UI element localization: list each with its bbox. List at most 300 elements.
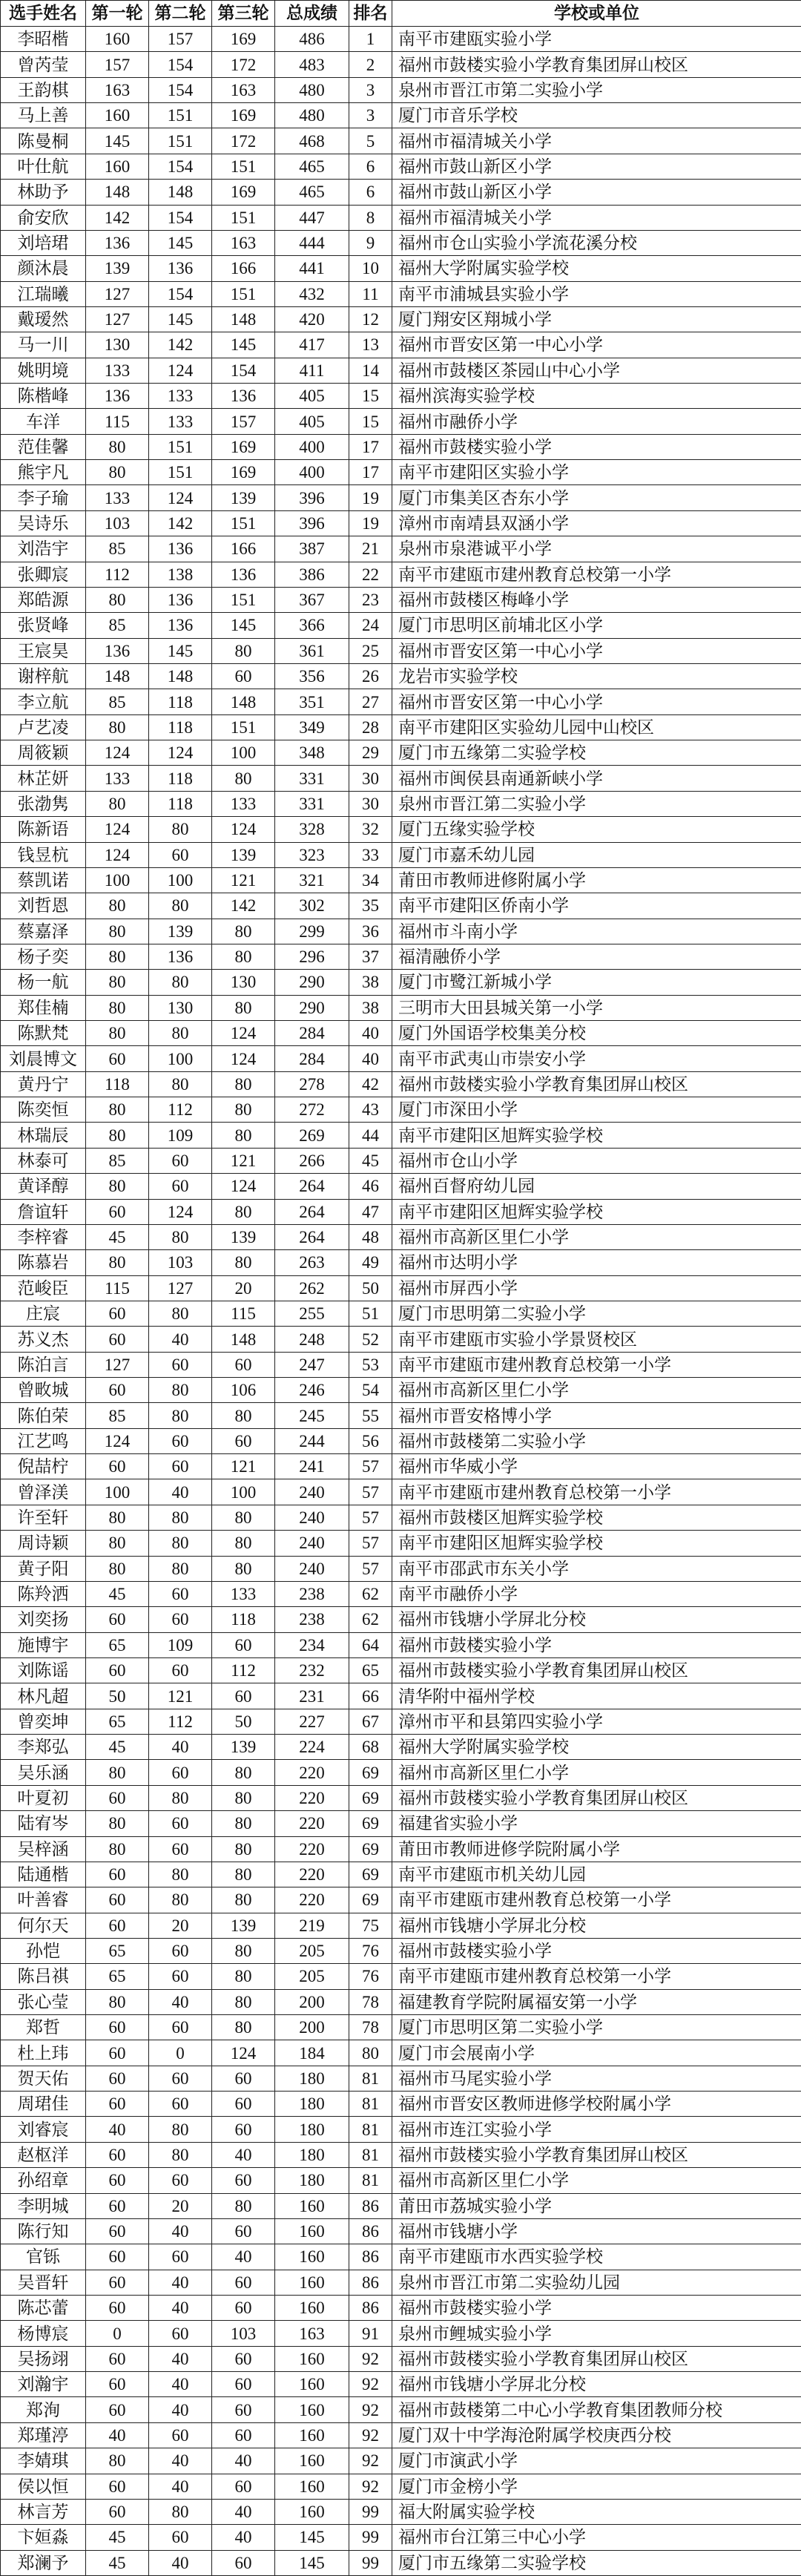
cell-round3: 136 [212,562,275,587]
cell-round1: 80 [86,1811,149,1836]
cell-round1: 0 [86,2321,149,2346]
table-row [1,2295,801,2320]
cell-round2: 60 [149,2525,212,2550]
cell-rank: 53 [349,1352,392,1377]
cell-round2: 60 [149,2092,212,2117]
table-row [1,460,801,485]
cell-school: 福州市鼓楼实验小学 [392,2295,801,2320]
cell-school: 厦门外国语学校集美分校 [392,1021,801,1046]
cell-school: 泉州市晋江市第二实验小学 [392,77,801,102]
cell-round3: 169 [212,460,275,485]
cell-name: 马一川 [1,332,86,358]
table-row [1,2270,801,2295]
table-row [1,205,801,230]
cell-rank: 62 [349,1607,392,1632]
cell-name: 刘浩宇 [1,536,86,562]
cell-school: 福州市鼓山新区小学 [392,154,801,179]
cell-school: 厦门市深田小学 [392,1097,801,1123]
cell-name: 刘哲恩 [1,893,86,919]
cell-name: 施博宇 [1,1632,86,1657]
table-row [1,1327,801,1352]
cell-round1: 124 [86,740,149,766]
cell-total: 480 [275,77,349,102]
cell-round3: 118 [212,1607,275,1632]
cell-round1: 60 [86,1785,149,1810]
cell-round1: 60 [86,2040,149,2066]
cell-name: 吴乐涵 [1,1760,86,1785]
cell-round2: 80 [149,2117,212,2142]
cell-school: 福大附属实验学校 [392,2499,801,2524]
cell-round3: 80 [212,1862,275,1887]
table-row [1,1301,801,1326]
cell-rank: 19 [349,485,392,510]
table-row [1,2142,801,2167]
cell-rank: 69 [349,1836,392,1862]
cell-school: 泉州市泉港诚平小学 [392,536,801,562]
cell-round1: 80 [86,919,149,944]
cell-round1: 60 [86,1607,149,1632]
table-row [1,1964,801,1989]
cell-total: 220 [275,1836,349,1862]
cell-round3: 60 [212,2218,275,2244]
cell-total: 246 [275,1378,349,1403]
table-row [1,306,801,332]
cell-total: 351 [275,689,349,714]
cell-school: 南平市建阳区旭辉实验学校 [392,1531,801,1556]
cell-name: 刘陈谣 [1,1658,86,1683]
cell-round3: 157 [212,409,275,434]
cell-rank: 86 [349,2244,392,2270]
cell-school: 南平市建阳区侨南小学 [392,893,801,919]
cell-name: 谢梓航 [1,663,86,689]
cell-round2: 154 [149,154,212,179]
cell-round2: 20 [149,2193,212,2218]
cell-name: 陈默梵 [1,1021,86,1046]
cell-round1: 163 [86,77,149,102]
table-row [1,103,801,128]
header-round2: 第二轮 [149,1,212,27]
cell-school: 福建教育学院附属福安第一小学 [392,1989,801,2014]
cell-round3: 40 [212,2142,275,2167]
cell-round3: 148 [212,689,275,714]
cell-total: 348 [275,740,349,766]
cell-name: 曾奕坤 [1,1709,86,1734]
cell-round3: 121 [212,1454,275,1479]
cell-rank: 92 [349,2448,392,2474]
cell-name: 黄丹宁 [1,1071,86,1097]
cell-rank: 17 [349,434,392,459]
cell-round1: 157 [86,52,149,77]
cell-round2: 138 [149,562,212,587]
cell-rank: 23 [349,587,392,612]
cell-school: 龙岩市实验学校 [392,663,801,689]
cell-round3: 80 [212,1785,275,1810]
cell-total: 387 [275,536,349,562]
cell-rank: 38 [349,995,392,1020]
cell-round2: 80 [149,2499,212,2524]
cell-name: 江瑞曦 [1,281,86,306]
cell-total: 400 [275,434,349,459]
cell-round2: 60 [149,1760,212,1785]
cell-round2: 40 [149,2474,212,2499]
cell-school: 清华附中福州学校 [392,1683,801,1709]
cell-round2: 127 [149,1275,212,1301]
cell-rank: 68 [349,1735,392,1760]
cell-total: 184 [275,2040,349,2066]
cell-name: 曾芮莹 [1,52,86,77]
cell-school: 厦门市集美区杏东小学 [392,485,801,510]
table-row [1,2066,801,2091]
cell-round2: 60 [149,2321,212,2346]
cell-total: 240 [275,1479,349,1505]
cell-round1: 60 [86,2270,149,2295]
cell-name: 吴诗乐 [1,510,86,536]
cell-school: 福州市高新区里仁小学 [392,1224,801,1249]
cell-total: 160 [275,2346,349,2371]
cell-round1: 60 [86,1862,149,1887]
cell-total: 269 [275,1123,349,1148]
cell-school: 南平市邵武市东关小学 [392,1556,801,1581]
cell-rank: 69 [349,1887,392,1913]
cell-round1: 80 [86,434,149,459]
cell-school: 福州市仓山小学 [392,1148,801,1173]
cell-name: 陈新语 [1,817,86,842]
cell-total: 160 [275,2372,349,2397]
cell-round1: 124 [86,842,149,867]
cell-rank: 51 [349,1301,392,1326]
table-row [1,2397,801,2422]
cell-name: 车洋 [1,409,86,434]
cell-round1: 85 [86,689,149,714]
cell-school: 福州市鼓楼实验小学教育集团屏山校区 [392,52,801,77]
cell-round3: 60 [212,2295,275,2320]
table-row [1,995,801,1020]
cell-round3: 60 [212,663,275,689]
cell-total: 160 [275,2474,349,2499]
cell-round3: 40 [212,2499,275,2524]
cell-name: 陈曼桐 [1,128,86,154]
table-row [1,1403,801,1428]
cell-round2: 80 [149,1224,212,1249]
cell-rank: 81 [349,2142,392,2167]
table-row [1,1913,801,1938]
cell-total: 234 [275,1632,349,1657]
cell-round2: 154 [149,52,212,77]
cell-round2: 60 [149,2168,212,2193]
cell-round3: 124 [212,1174,275,1199]
cell-round3: 40 [212,2448,275,2474]
cell-name: 陈泊言 [1,1352,86,1377]
cell-total: 220 [275,1887,349,1913]
table-row [1,1938,801,1963]
cell-round1: 45 [86,2550,149,2575]
cell-school: 泉州市晋江第二实验小学 [392,791,801,816]
cell-round3: 115 [212,1301,275,1326]
cell-round1: 142 [86,205,149,230]
cell-round1: 80 [86,970,149,995]
cell-name: 杨子奕 [1,944,86,969]
cell-rank: 10 [349,256,392,281]
cell-name: 陈伯荣 [1,1403,86,1428]
cell-rank: 2 [349,52,392,77]
cell-round2: 118 [149,714,212,740]
cell-round1: 80 [86,1021,149,1046]
cell-school: 福州市鼓楼实验小学 [392,1938,801,1963]
cell-round3: 103 [212,2321,275,2346]
cell-school: 福州市高新区里仁小学 [392,1760,801,1785]
cell-round2: 121 [149,1683,212,1709]
table-row [1,510,801,536]
cell-round3: 130 [212,970,275,995]
cell-round2: 40 [149,1735,212,1760]
table-row [1,663,801,689]
cell-rank: 69 [349,1811,392,1836]
cell-name: 张渤隽 [1,791,86,816]
cell-round3: 80 [212,2193,275,2218]
table-row [1,2218,801,2244]
cell-school: 泉州市晋江市第二实验幼儿园 [392,2270,801,2295]
table-row [1,1046,801,1071]
cell-round3: 80 [212,1811,275,1836]
cell-school: 福州市鼓山新区小学 [392,180,801,205]
table-row [1,562,801,587]
cell-rank: 11 [349,281,392,306]
cell-school: 厦门市思明区第二实验小学 [392,2015,801,2040]
cell-round1: 60 [86,1046,149,1071]
cell-round3: 80 [212,1199,275,1224]
cell-name: 江艺鸣 [1,1428,86,1453]
cell-round3: 151 [212,154,275,179]
table-row [1,587,801,612]
cell-round3: 139 [212,1224,275,1249]
table-row [1,1505,801,1530]
cell-rank: 55 [349,1403,392,1428]
cell-total: 180 [275,2092,349,2117]
cell-round2: 151 [149,434,212,459]
cell-round3: 60 [212,2372,275,2397]
cell-school: 福州百督府幼儿园 [392,1174,801,1199]
cell-round3: 80 [212,1989,275,2014]
table-row [1,1632,801,1657]
cell-total: 284 [275,1021,349,1046]
table-row [1,1454,801,1479]
cell-school: 福州市屏西小学 [392,1275,801,1301]
cell-school: 厦门市音乐学校 [392,103,801,128]
cell-round1: 139 [86,256,149,281]
cell-round3: 139 [212,1913,275,1938]
cell-round3: 80 [212,638,275,663]
table-row [1,2372,801,2397]
cell-round2: 80 [149,970,212,995]
cell-round3: 145 [212,613,275,638]
cell-round1: 85 [86,1148,149,1173]
table-row [1,1556,801,1581]
cell-round1: 160 [86,154,149,179]
header-round3: 第三轮 [212,1,275,27]
cell-school: 福州市仓山实验小学流花溪分校 [392,230,801,255]
cell-round3: 80 [212,2015,275,2040]
cell-school: 福州市鼓楼实验小学教育集团屏山校区 [392,1658,801,1683]
cell-round3: 124 [212,1021,275,1046]
cell-school: 漳州市平和县第四实验小学 [392,1709,801,1734]
cell-name: 刘奕扬 [1,1607,86,1632]
cell-round3: 80 [212,1938,275,1963]
cell-round1: 60 [86,2142,149,2167]
cell-round2: 136 [149,587,212,612]
cell-round3: 163 [212,77,275,102]
cell-name: 李婧琪 [1,2448,86,2474]
table-row [1,817,801,842]
cell-school: 南平市建瓯市建州教育总校第一小学 [392,1964,801,1989]
cell-name: 陈羚洒 [1,1581,86,1606]
cell-rank: 21 [349,536,392,562]
cell-round1: 60 [86,1887,149,1913]
cell-total: 180 [275,2117,349,2142]
cell-round1: 85 [86,536,149,562]
cell-total: 180 [275,2168,349,2193]
cell-rank: 38 [349,970,392,995]
cell-total: 483 [275,52,349,77]
cell-round2: 40 [149,2397,212,2422]
cell-rank: 92 [349,2397,392,2422]
cell-total: 163 [275,2321,349,2346]
cell-rank: 92 [349,2474,392,2499]
cell-total: 400 [275,460,349,485]
cell-school: 厦门市嘉禾幼儿园 [392,842,801,867]
table-row [1,128,801,154]
cell-rank: 8 [349,205,392,230]
cell-name: 郑佳楠 [1,995,86,1020]
cell-round2: 157 [149,27,212,52]
cell-school: 福州市福清城关小学 [392,205,801,230]
cell-name: 林瑞辰 [1,1123,86,1148]
cell-round2: 60 [149,1581,212,1606]
cell-round3: 112 [212,1658,275,1683]
cell-round2: 40 [149,2295,212,2320]
cell-round1: 60 [86,2499,149,2524]
cell-school: 福州市连江实验小学 [392,2117,801,2142]
cell-rank: 37 [349,944,392,969]
cell-total: 240 [275,1505,349,1530]
cell-round3: 20 [212,1275,275,1301]
cell-rank: 47 [349,1199,392,1224]
cell-name: 刘晨博文 [1,1046,86,1071]
cell-school: 福州市鼓楼第二实验小学 [392,1428,801,1453]
cell-rank: 13 [349,332,392,358]
cell-round2: 124 [149,740,212,766]
cell-name: 郑洵 [1,2397,86,2422]
cell-round1: 65 [86,1964,149,1989]
cell-total: 447 [275,205,349,230]
cell-name: 马上善 [1,103,86,128]
cell-round3: 100 [212,1479,275,1505]
cell-rank: 86 [349,2270,392,2295]
cell-round1: 133 [86,485,149,510]
cell-round2: 80 [149,1071,212,1097]
cell-school: 福州市马尾实验小学 [392,2066,801,2091]
cell-round2: 0 [149,2040,212,2066]
cell-school: 南平市建瓯市实验小学景贤校区 [392,1327,801,1352]
table-row [1,1199,801,1224]
cell-round2: 133 [149,409,212,434]
cell-total: 296 [275,944,349,969]
cell-round2: 60 [149,1454,212,1479]
cell-name: 李郑弘 [1,1735,86,1760]
cell-round2: 60 [149,842,212,867]
cell-round3: 80 [212,1556,275,1581]
cell-school: 厦门市五缘第二实验学校 [392,2550,801,2575]
cell-name: 叶仕航 [1,154,86,179]
cell-school: 福州市闽侯县南通新峡小学 [392,766,801,791]
cell-round3: 139 [212,1735,275,1760]
table-row [1,1148,801,1173]
cell-round3: 80 [212,766,275,791]
cell-round1: 136 [86,384,149,409]
cell-round2: 60 [149,1148,212,1173]
cell-round3: 151 [212,281,275,306]
cell-school: 厦门市鹭江新城小学 [392,970,801,995]
cell-round2: 136 [149,944,212,969]
cell-round3: 60 [212,1683,275,1709]
cell-total: 240 [275,1531,349,1556]
cell-round3: 80 [212,1250,275,1275]
cell-rank: 28 [349,714,392,740]
cell-round3: 40 [212,2244,275,2270]
cell-school: 厦门市思明区前埔北区小学 [392,613,801,638]
cell-total: 331 [275,766,349,791]
cell-total: 205 [275,1964,349,1989]
cell-round2: 80 [149,1403,212,1428]
cell-total: 160 [275,2397,349,2422]
cell-name: 李子瑜 [1,485,86,510]
cell-rank: 5 [349,128,392,154]
cell-rank: 15 [349,384,392,409]
cell-round2: 103 [149,1250,212,1275]
header-rank: 排名 [349,1,392,27]
cell-round2: 100 [149,1046,212,1071]
cell-total: 244 [275,1428,349,1453]
cell-total: 361 [275,638,349,663]
cell-round2: 60 [149,1964,212,1989]
table-row [1,332,801,358]
cell-round3: 121 [212,867,275,893]
cell-round2: 80 [149,1505,212,1530]
cell-total: 278 [275,1071,349,1097]
cell-round1: 145 [86,128,149,154]
table-row [1,1123,801,1148]
cell-name: 刘瀚宇 [1,2372,86,2397]
cell-round3: 80 [212,1123,275,1148]
cell-school: 福州大学附属实验学校 [392,256,801,281]
cell-round2: 142 [149,510,212,536]
cell-school: 福州市达明小学 [392,1250,801,1275]
table-row [1,944,801,969]
cell-round1: 65 [86,1709,149,1734]
cell-school: 厦门市金榜小学 [392,2474,801,2499]
table-row [1,766,801,791]
cell-school: 福州市钱塘小学 [392,2218,801,2244]
cell-round2: 60 [149,1607,212,1632]
cell-name: 周筱颖 [1,740,86,766]
cell-rank: 40 [349,1021,392,1046]
cell-school: 福州市福清城关小学 [392,128,801,154]
table-row [1,2321,801,2346]
table-row [1,1174,801,1199]
cell-rank: 22 [349,562,392,587]
cell-name: 曾畋城 [1,1378,86,1403]
cell-round1: 148 [86,663,149,689]
cell-round1: 80 [86,1505,149,1530]
